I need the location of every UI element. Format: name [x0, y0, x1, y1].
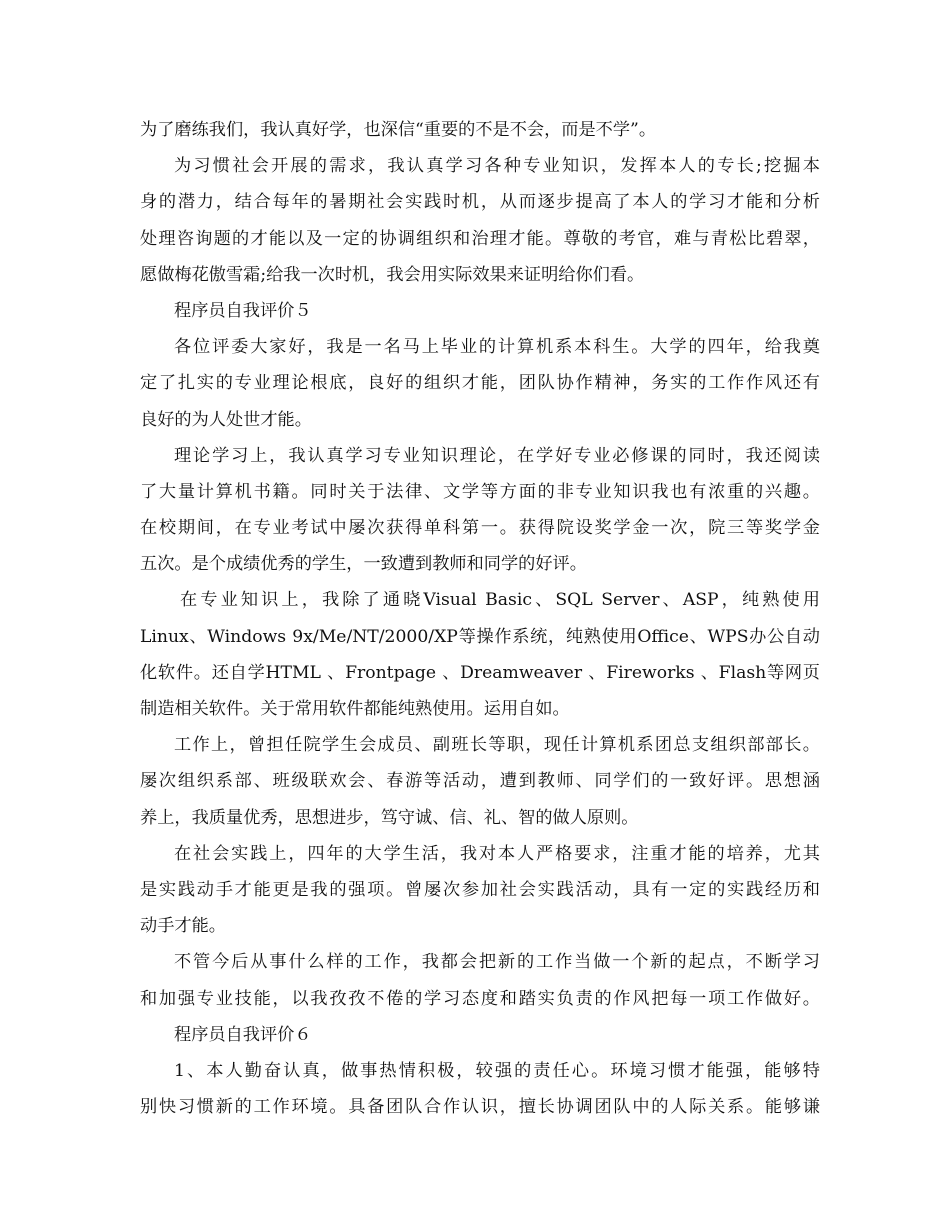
- paragraph-line: 身的潜力，结合每年的暑期社会实践时机，从而逐步提高了本人的学习才能和分析: [140, 192, 820, 213]
- paragraph-line: 是实践动手才能更是我的强项。曾屡次参加社会实践活动，具有一定的实践经历和: [140, 879, 820, 900]
- paragraph-line: 动手才能。: [140, 916, 226, 937]
- document-body: [140, 112, 820, 1125]
- paragraph-line: 在校期间，在专业考试中屡次获得单科第一。获得院设奖学金一次，院三等奖学金: [140, 518, 820, 539]
- paragraph-line: 处理咨询题的才能以及一定的协调组织和治理才能。尊敬的考官，难与青松比碧翠，: [140, 228, 820, 249]
- paragraph-line: 定了扎实的专业理论根底，良好的组织才能，团队协作精神，务实的工作作风还有: [140, 373, 820, 394]
- paragraph-line: 五次。是个成绩优秀的学生，一致遭到教师和同学的好评。: [140, 554, 587, 575]
- paragraph-line: 1、本人勤奋认真，做事热情积极，较强的责任心。环境习惯才能强，能够特: [174, 1060, 820, 1081]
- paragraph-line: Linux、Windows 9x/Me/NT/2000/XP等操作系统，纯熟使用Office、WPS办公自动: [140, 626, 820, 647]
- paragraph-line: 良好的为人处世才能。: [140, 409, 312, 430]
- paragraph-line: 工作上，曾担任院学生会成员、副班长等职，现任计算机系团总支组织部部长。: [174, 735, 820, 756]
- paragraph-line: 和加强专业技能，以我孜孜不倦的学习态度和踏实负责的作风把每一项工作做好。: [140, 988, 820, 1009]
- paragraph-line: 不管今后从事什么样的工作，我都会把新的工作当做一个新的起点，不断学习: [174, 952, 820, 973]
- paragraph-line: 愿做梅花傲雪霜;给我一次时机，我会用实际效果来证明给你们看。: [140, 264, 645, 285]
- paragraph-line: 屡次组织系部、班级联欢会、春游等活动，遭到教师、同学们的一致好评。思想涵: [140, 771, 820, 792]
- paragraph-line: 制造相关软件。关于常用软件都能纯熟使用。运用自如。: [140, 699, 570, 719]
- paragraph-line: 别快习惯新的工作环境。具备团队合作认识，擅长协调团队中的人际关系。能够谦: [140, 1097, 820, 1118]
- paragraph-line: 了大量计算机书籍。同时关于法律、文学等方面的非专业知识我也有浓重的兴趣。: [140, 481, 820, 502]
- paragraph-line: 为习惯社会开展的需求，我认真学习各种专业知识，发挥本人的专长;挖掘本: [174, 156, 820, 177]
- paragraph-line: 养上，我质量优秀，思想进步，笃守诚、信、礼、智的做人原则。: [140, 807, 639, 828]
- section-heading: 程序员自我评价５: [174, 300, 312, 321]
- paragraph-line: 化软件。还自学HTML 、Frontpage 、Dreamweaver 、Fireworks 、Flash等网页: [140, 662, 820, 683]
- paragraph-line: 理论学习上，我认真学习专业知识理论，在学好专业必修课的同时，我还阅读: [174, 445, 820, 466]
- paragraph-line: 在社会实践上，四年的大学生活，我对本人严格要求，注重才能的培养，尤其: [174, 843, 820, 864]
- paragraph-line: 各位评委大家好，我是一名马上毕业的计算机系本科生。大学的四年，给我奠: [174, 337, 820, 358]
- section-heading: 程序员自我评价６: [174, 1024, 312, 1045]
- paragraph-line: 为了磨练我们，我认真好学，也深信“重要的不是不会，而是不学”。: [140, 120, 657, 140]
- paragraph-line: 在专业知识上，我除了通晓Visual Basic、SQL Server、ASP，纯熟使用: [180, 590, 820, 611]
